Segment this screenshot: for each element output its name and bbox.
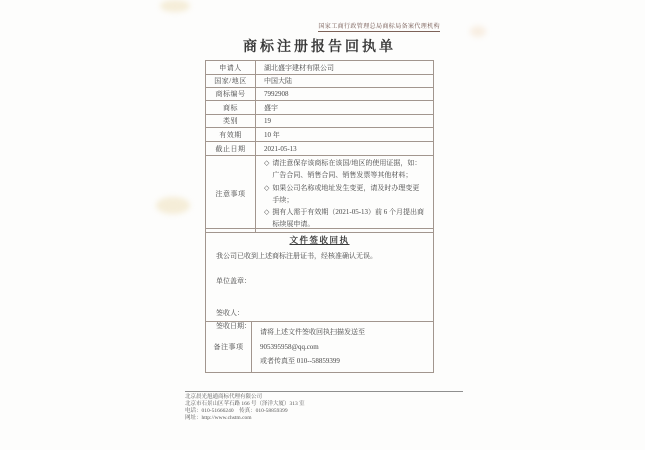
row-label: 有效期 [206,128,256,142]
footer-website: 网址：http://www.chstm.com [185,415,252,422]
table-row [206,115,434,128]
table-row [206,88,434,101]
row-label: 备注事项 [206,322,252,372]
note-text: 请注意保存该商标在该国/地区的使用证据，如：广告合同、销售合同、销售发票等其他材料； [272,159,422,180]
diamond-bullet-icon: ◇ [264,208,270,216]
notes-cell [256,156,434,233]
row-label: 商标编号 [206,88,256,101]
row-value: 2021-05-13 [256,142,434,156]
signer-label: 签收人： [216,309,244,317]
row-value: 中国大陆 [256,75,434,88]
note-item [264,206,425,231]
diamond-bullet-icon: ◇ [264,183,270,192]
note-text: 如果公司名称或地址发生变更，请及时办理变更手续； [272,183,420,204]
scan-smudge [160,0,190,12]
remark-row [206,321,433,372]
row-label: 截止日期 [206,142,256,156]
row-value: 湖北盛宇建材有限公司 [256,61,434,75]
info-table [205,60,434,233]
table-row [206,75,434,88]
row-label: 申请人 [206,61,256,75]
remark-line: 请将上述文件签收回执扫描发送至 905395958@qq.com [260,328,365,351]
scan-smudge [470,26,486,37]
sign-date-label: 签收日期： [216,322,251,330]
receipt-title: 文件签收回执 [289,235,350,245]
row-value: 盛宇 [256,101,434,115]
row-label: 类别 [206,115,256,128]
receipt-cell [206,229,433,330]
diamond-bullet-icon: ◇ [264,159,270,167]
note-item [264,182,425,207]
row-value: 7992908 [256,88,434,101]
table-row [206,61,434,75]
table-row [206,142,434,156]
receipt-statement: 我公司已收到上述商标注册证书，经核准确认无误。 [216,252,377,260]
remark-content [252,322,433,372]
scan-smudge [156,197,190,214]
footer [185,391,463,423]
note-text: 拥有人需于有效期（2021-05-13）前 6 个月提出商标续展申请。 [272,208,425,229]
footer-address: 北京市石景山区苹石路 166 号（泽洋大厦）313 室 [185,401,305,408]
row-label: 注意事项 [206,156,256,233]
remark-line: 或者传真至 010--58859399 [260,357,340,366]
stamp-label: 单位盖章： [216,277,251,285]
receipt-box [205,228,434,373]
note-item [264,157,425,182]
row-value: 19 [256,115,434,128]
page-title: 商标注册报告回执单 [243,40,396,55]
footer-company: 北京晨光旭通商标代理有限公司 [185,394,263,400]
table-row [206,101,434,115]
row-label: 国家/地区 [206,75,256,88]
agency-note: 国家工商行政管理总局商标局备案代理机构 [318,21,440,32]
row-label: 商标 [206,101,256,115]
footer-contact: 电话：010-51666240 传真：010-58859399 [185,408,288,415]
table-row-notes [206,156,434,233]
table-row [206,128,434,142]
row-value: 10 年 [256,128,434,142]
